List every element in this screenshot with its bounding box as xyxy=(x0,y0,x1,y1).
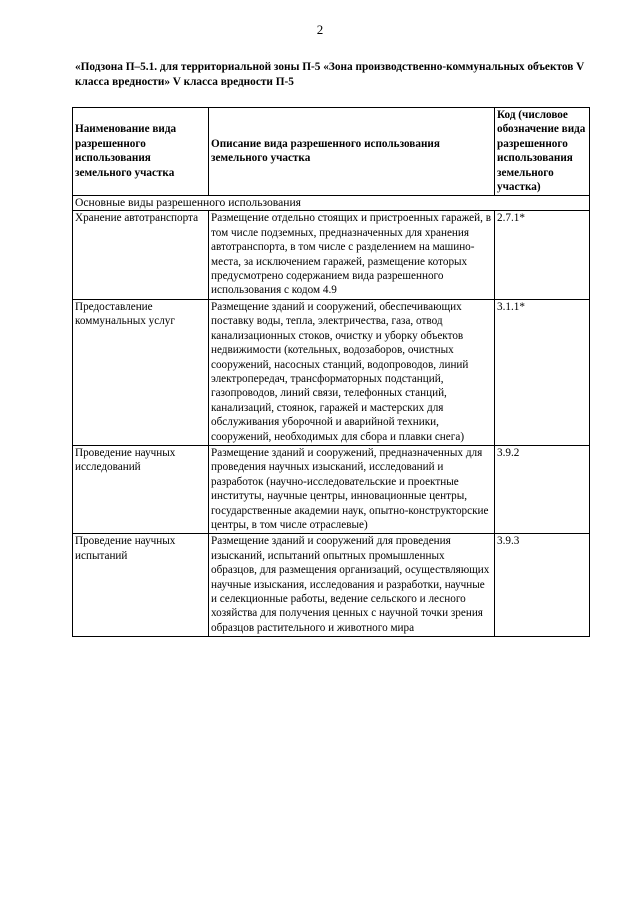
row-name-cell: Проведение научных исследований xyxy=(73,445,209,533)
section-row xyxy=(73,196,590,211)
row-description-cell: Размещение зданий и сооружений для проведения изысканий, испытаний опытных промышленных образцов, для размещения организаций, осуществляющих научные изыскания, исследования и разработки, научные и селекционные работы, ведение сельского и лесного хозяйства для получения ценных с научной точки зрения образцов растительного и животного мира xyxy=(209,534,495,637)
row-code-cell: 3.9.2 xyxy=(495,445,590,533)
land-use-table xyxy=(72,107,590,637)
table-row xyxy=(73,445,590,533)
row-description-cell: Размещение зданий и сооружений, обеспечивающих поставку воды, тепла, электричества, газа, отвод канализационных стоков, очистку и уборку объектов недвижимости (котельных, водозаборов, очистных сооружений, насосных станций, водопроводов, линий электропередач, трансформаторных подстанций, газопроводов, линий связи, телефонных станций, канализаций, стоянок, гаражей и мастерских для обслуживания уборочной и аварийной техники, сооружений, необходимых для сбора и плавки снега) xyxy=(209,299,495,445)
table-row xyxy=(73,211,590,299)
row-name-cell: Хранение автотранспорта xyxy=(73,211,209,299)
column-header-name: Наименование вида разрешенного использования земельного участка xyxy=(73,108,209,196)
table-header-row xyxy=(73,108,590,196)
column-header-code: Код (числовое обозначение вида разрешенного использования земельного участка) xyxy=(495,108,590,196)
row-code-cell: 3.1.1* xyxy=(495,299,590,445)
row-code-cell: 3.9.3 xyxy=(495,534,590,637)
document-heading: «Подзона П–5.1. для территориальной зоны П-5 «Зона производственно-коммунальных объектов V класса вредности» V класса вредности П-5 xyxy=(75,61,585,88)
row-description-cell: Размещение зданий и сооружений, предназначенных для проведения научных изысканий, исследований и разработок (научно-исследовательские и проектные институты, научные центры, инновационные центры, государственные академии наук, опытно-конструкторские центры, в том числе отраслевые) xyxy=(209,445,495,533)
row-name-cell: Предоставление коммунальных услуг xyxy=(73,299,209,445)
row-description-cell: Размещение отдельно стоящих и пристроенных гаражей, в том числе подземных, предназначенных для хранения автотранспорта, в том числе с разделением на машино-места, за исключением гаражей, размещение которых предусмотрено содержанием вида разрешенного использования с кодом 4.9 xyxy=(209,211,495,299)
table-row xyxy=(73,299,590,445)
row-name-cell: Проведение научных испытаний xyxy=(73,534,209,637)
page-number: 2 xyxy=(316,22,324,37)
section-title: Основные виды разрешенного использования xyxy=(73,196,590,211)
table-row xyxy=(73,534,590,637)
column-header-description: Описание вида разрешенного использования земельного участка xyxy=(209,108,495,196)
row-code-cell: 2.7.1* xyxy=(495,211,590,299)
